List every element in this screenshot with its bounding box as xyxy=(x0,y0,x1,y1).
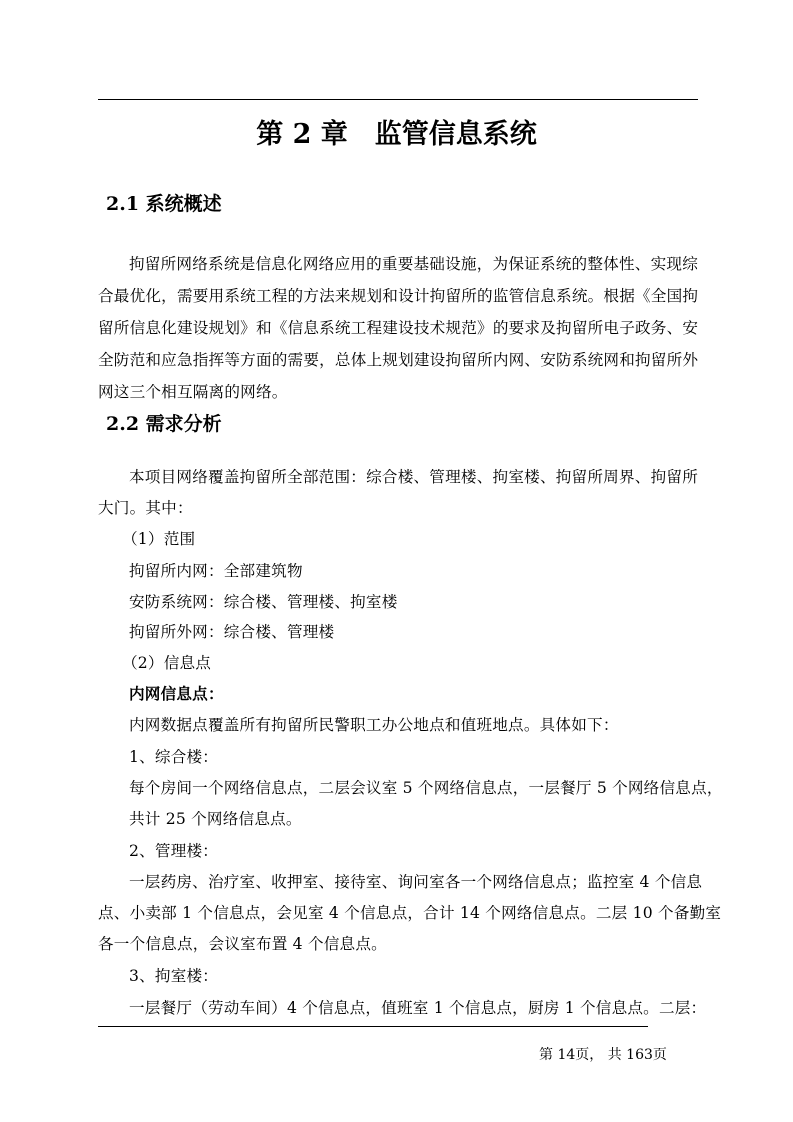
paragraph-line: 全防范和应急指挥等方面的需要，总体上规划建设拘留所内网、安防系统网和拘留所外 xyxy=(98,351,699,369)
chapter-title: 第 2 章 监管信息系统 xyxy=(256,119,537,150)
paragraph-line: （1）范围 xyxy=(122,530,196,548)
paragraph-line: 拘留所网络系统是信息化网络应用的重要基础设施，为保证系统的整体性、实现综 xyxy=(129,255,698,273)
page-number: 第 14页， 共 163页 xyxy=(539,1047,667,1063)
subheading-intranet-points: 内网信息点： xyxy=(129,684,224,703)
paragraph-line: 各一个信息点，会议室布置 4 个信息点。 xyxy=(98,935,387,953)
paragraph-line: 3、拘室楼： xyxy=(129,967,219,985)
paragraph-line: 拘留所外网：综合楼、管理楼 xyxy=(129,623,335,641)
paragraph-line: 拘留所内网：全部建筑物 xyxy=(129,562,303,580)
paragraph-line: （2）信息点 xyxy=(122,654,212,672)
paragraph-line: 一层药房、治疗室、收押室、接待室、询问室各一个网络信息点；监控室 4 个信息 xyxy=(129,873,703,891)
paragraph-line: 点、小卖部 1 个信息点，会见室 4 个信息点，合计 14 个网络信息点。二层 10 个备勤室 xyxy=(98,904,722,922)
section-heading-2-1: 2.1 系统概述 xyxy=(106,193,222,215)
footer-rule xyxy=(98,1026,648,1027)
paragraph-line: 每个房间一个网络信息点，二层会议室 5 个网络信息点，一层餐厅 5 个网络信息点， xyxy=(129,779,723,797)
paragraph-line: 1、综合楼： xyxy=(129,748,219,766)
paragraph-line: 内网数据点覆盖所有拘留所民警职工办公地点和值班地点。具体如下： xyxy=(129,716,619,734)
header-rule xyxy=(98,99,698,100)
paragraph-line: 安防系统网：综合楼、管理楼、拘室楼 xyxy=(129,593,398,611)
paragraph-line: 2、管理楼： xyxy=(129,842,219,860)
paragraph-line: 网这三个相互隔离的网络。 xyxy=(98,383,288,401)
section-heading-2-2: 2.2 需求分析 xyxy=(106,413,222,435)
paragraph-line: 本项目网络覆盖拘留所全部范围：综合楼、管理楼、拘室楼、拘留所周界、拘留所 xyxy=(129,468,698,486)
paragraph-line: 大门。其中： xyxy=(98,499,193,517)
paragraph-line: 共计 25 个网络信息点。 xyxy=(129,810,302,828)
paragraph-line: 合最优化，需要用系统工程的方法来规划和设计拘留所的监管信息系统。根据《全国拘 xyxy=(98,287,699,305)
paragraph-line: 一层餐厅（劳动车间）4 个信息点，值班室 1 个信息点，厨房 1 个信息点。二层： xyxy=(129,999,707,1017)
paragraph-line: 留所信息化建设规划》和《信息系统工程建设技术规范》的要求及拘留所电子政务、安 xyxy=(98,319,699,337)
